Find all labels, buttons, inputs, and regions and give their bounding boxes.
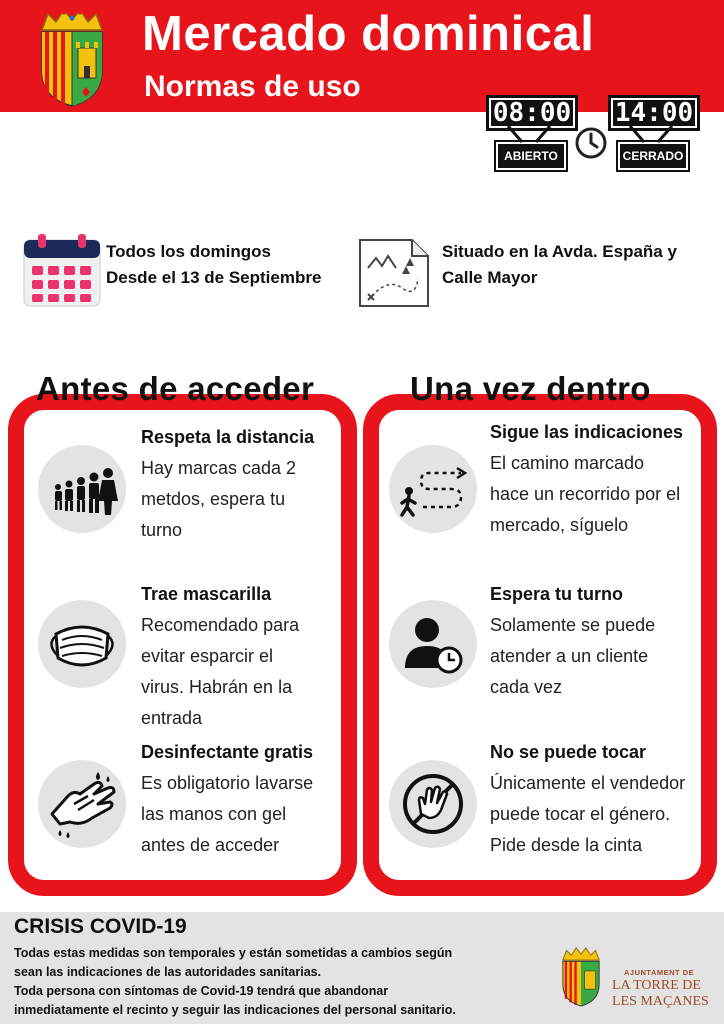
item-title-wait: Espera tu turno [490, 584, 624, 604]
coat-of-arms-icon [34, 8, 110, 108]
text-line: Hay marcas cada 2 [141, 458, 297, 478]
person-clock-icon [389, 600, 477, 688]
footer-line-1: Todas estas medidas son temporales y están sometidas a cambios según [14, 946, 453, 960]
family-distance-icon [38, 445, 126, 533]
item-text-mask [141, 610, 299, 734]
footer-logo-line-1: LA TORRE DE [612, 978, 701, 993]
text-line: turno [141, 520, 183, 540]
item-text-no-touch [490, 768, 685, 861]
item-text-sanitizer [141, 768, 313, 861]
footer-line-2: sean las indicaciones de las autoridades sanitarias. [14, 965, 322, 979]
text-line: Pide desde la cinta [490, 835, 643, 855]
text-line: mercado, síguelo [490, 515, 629, 535]
footer-line-4: inmediatamente el recinto y seguir las indicaciones del personal sanitario. [14, 1003, 456, 1017]
walking-path-icon [389, 445, 477, 533]
hand-washing-icon [38, 760, 126, 848]
no-touch-icon [389, 760, 477, 848]
text-line: metdos, espera tu [141, 489, 286, 509]
text-line: antes de acceder [141, 835, 280, 855]
location-line-2: Calle Mayor [442, 268, 538, 287]
text-line: hace un recorrido por el [490, 484, 681, 504]
item-title-sanitizer: Desinfectante gratis [141, 742, 314, 762]
page-title: Mercado dominical [142, 7, 595, 61]
footer-logo-small: AJUNTAMENT DE [624, 968, 695, 977]
face-mask-icon [38, 600, 126, 688]
item-text-follow [490, 448, 680, 541]
calendar-icon [22, 232, 102, 308]
text-line: evitar esparcir el [141, 646, 274, 666]
dates-line-2: Desde el 13 de Septiembre [106, 268, 322, 287]
text-line: puede tocar el género. [490, 804, 671, 824]
close-label: CERRADO [618, 142, 688, 170]
footer-crest-icon [558, 944, 604, 1010]
text-line: El camino marcado [490, 453, 645, 473]
footer-line-3: Toda persona con síntomas de Covid-19 tendrá que abandonar [14, 984, 389, 998]
item-text-wait [490, 610, 655, 703]
text-line: atender a un cliente [490, 646, 649, 666]
dates-line-1: Todos los domingos [106, 242, 271, 261]
text-line: Recomendado para [141, 615, 300, 635]
text-line: Es obligatorio lavarse [141, 773, 314, 793]
text-line: virus. Habrán en la [141, 677, 293, 697]
text-line: Solamente se puede [490, 615, 656, 635]
item-title-distance: Respeta la distancia [141, 427, 315, 447]
item-title-no-touch: No se puede tocar [490, 742, 647, 762]
footer-title: CRISIS COVID-19 [14, 915, 187, 938]
text-line: las manos con gel [141, 804, 287, 824]
hours-connector [486, 126, 694, 144]
location-line-1: Situado en la Avda. España y [442, 242, 677, 261]
item-title-mask: Trae mascarilla [141, 584, 272, 604]
page-subtitle: Normas de uso [144, 70, 361, 103]
text-line: Únicamente el vendedor [490, 773, 686, 793]
close-time: 14:00 [608, 95, 700, 131]
text-line: cada vez [490, 677, 563, 697]
item-title-follow: Sigue las indicaciones [490, 422, 684, 442]
map-icon [358, 238, 430, 308]
text-line: entrada [141, 708, 203, 728]
item-text-distance [141, 453, 296, 546]
section-title-inside: Una vez dentro [410, 370, 651, 407]
section-title-before: Antes de acceder [36, 370, 315, 407]
open-time: 08:00 [486, 95, 578, 131]
footer-logo-line-2: LES MAÇANES [612, 994, 709, 1009]
open-label: ABIERTO [496, 142, 566, 170]
